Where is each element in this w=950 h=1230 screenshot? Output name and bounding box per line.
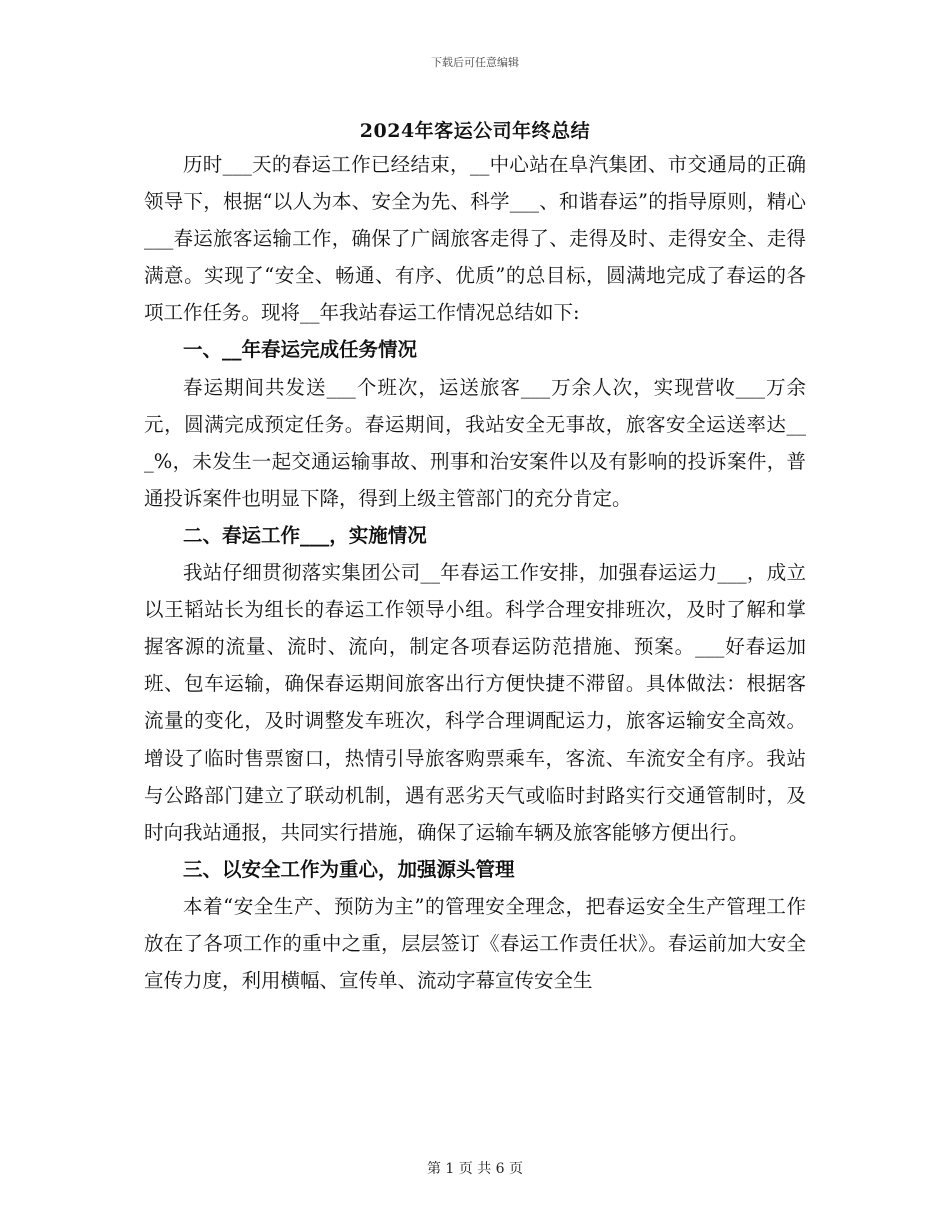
page-header-note: 下载后可任意编辑 bbox=[431, 56, 519, 69]
section-heading-2: 二、春运工作___，实施情况 bbox=[183, 523, 427, 547]
section-heading-1: 一、__年春运完成任务情况 bbox=[183, 338, 418, 362]
section-paragraph-3: 本着“安全生产、预防为主”的管理安全理念，把春运安全生产管理工作放在了各项工作的重中之重，层层签订《春运工作责任状》。春运前加大安全宣传力度，利用横幅、宣传单、流动字幕宣传安全生 bbox=[144, 894, 806, 993]
document-body bbox=[144, 146, 806, 999]
section-paragraph-1: 春运期间共发送___个班次，运送旅客___万余人次，实现营收___万余元，圆满完成预定任务。春运期间，我站安全无事故，旅客安全运送率达___%，未发生一起交通运输事故、刑事和治安案件以及有影响的投诉案件，普通投诉案件也明显下降，得到上级主管部门的充分肯定。 bbox=[144, 375, 806, 510]
page-number-indicator: 第 1 页 共 6 页 bbox=[426, 1161, 524, 1177]
document-title: 2024年客运公司年终总结 bbox=[359, 120, 591, 142]
section-heading-3: 三、以安全工作为重心，加强源头管理 bbox=[183, 857, 515, 881]
intro-paragraph: 历时___天的春运工作已经结束，__中心站在阜汽集团、市交通局的正确领导下，根据“以人为本、安全为先、科学___、和谐春运”的指导原则，精心___春运旅客运输工作，确保了广阔旅客走得了、走得及时、走得安全、走得满意。实现了“安全、畅通、有序、优质”的总目标，圆满地完成了春运的各项工作任务。现将__年我站春运工作情况总结如下: bbox=[144, 153, 806, 325]
section-paragraph-2: 我站仔细贯彻落实集团公司__年春运工作安排，加强春运运力___，成立以王韬站长为组长的春运工作领导小组。科学合理安排班次，及时了解和掌握客源的流量、流时、流向，制定各项春运防范措施、预案。___好春运加班、包车运输，确保春运期间旅客出行方便快捷不滞留。具体做法：根据客流量的变化，及时调整发车班次，科学合理调配运力，旅客运输安全高效。增设了临时售票窗口，热情引导旅客购票乘车，客流、车流安全有序。我站与公路部门建立了联动机制，遇有恶劣天气或临时封路实行交通管制时，及时向我站通报，共同实行措施，确保了运输车辆及旅客能够方便出行。 bbox=[144, 561, 806, 844]
